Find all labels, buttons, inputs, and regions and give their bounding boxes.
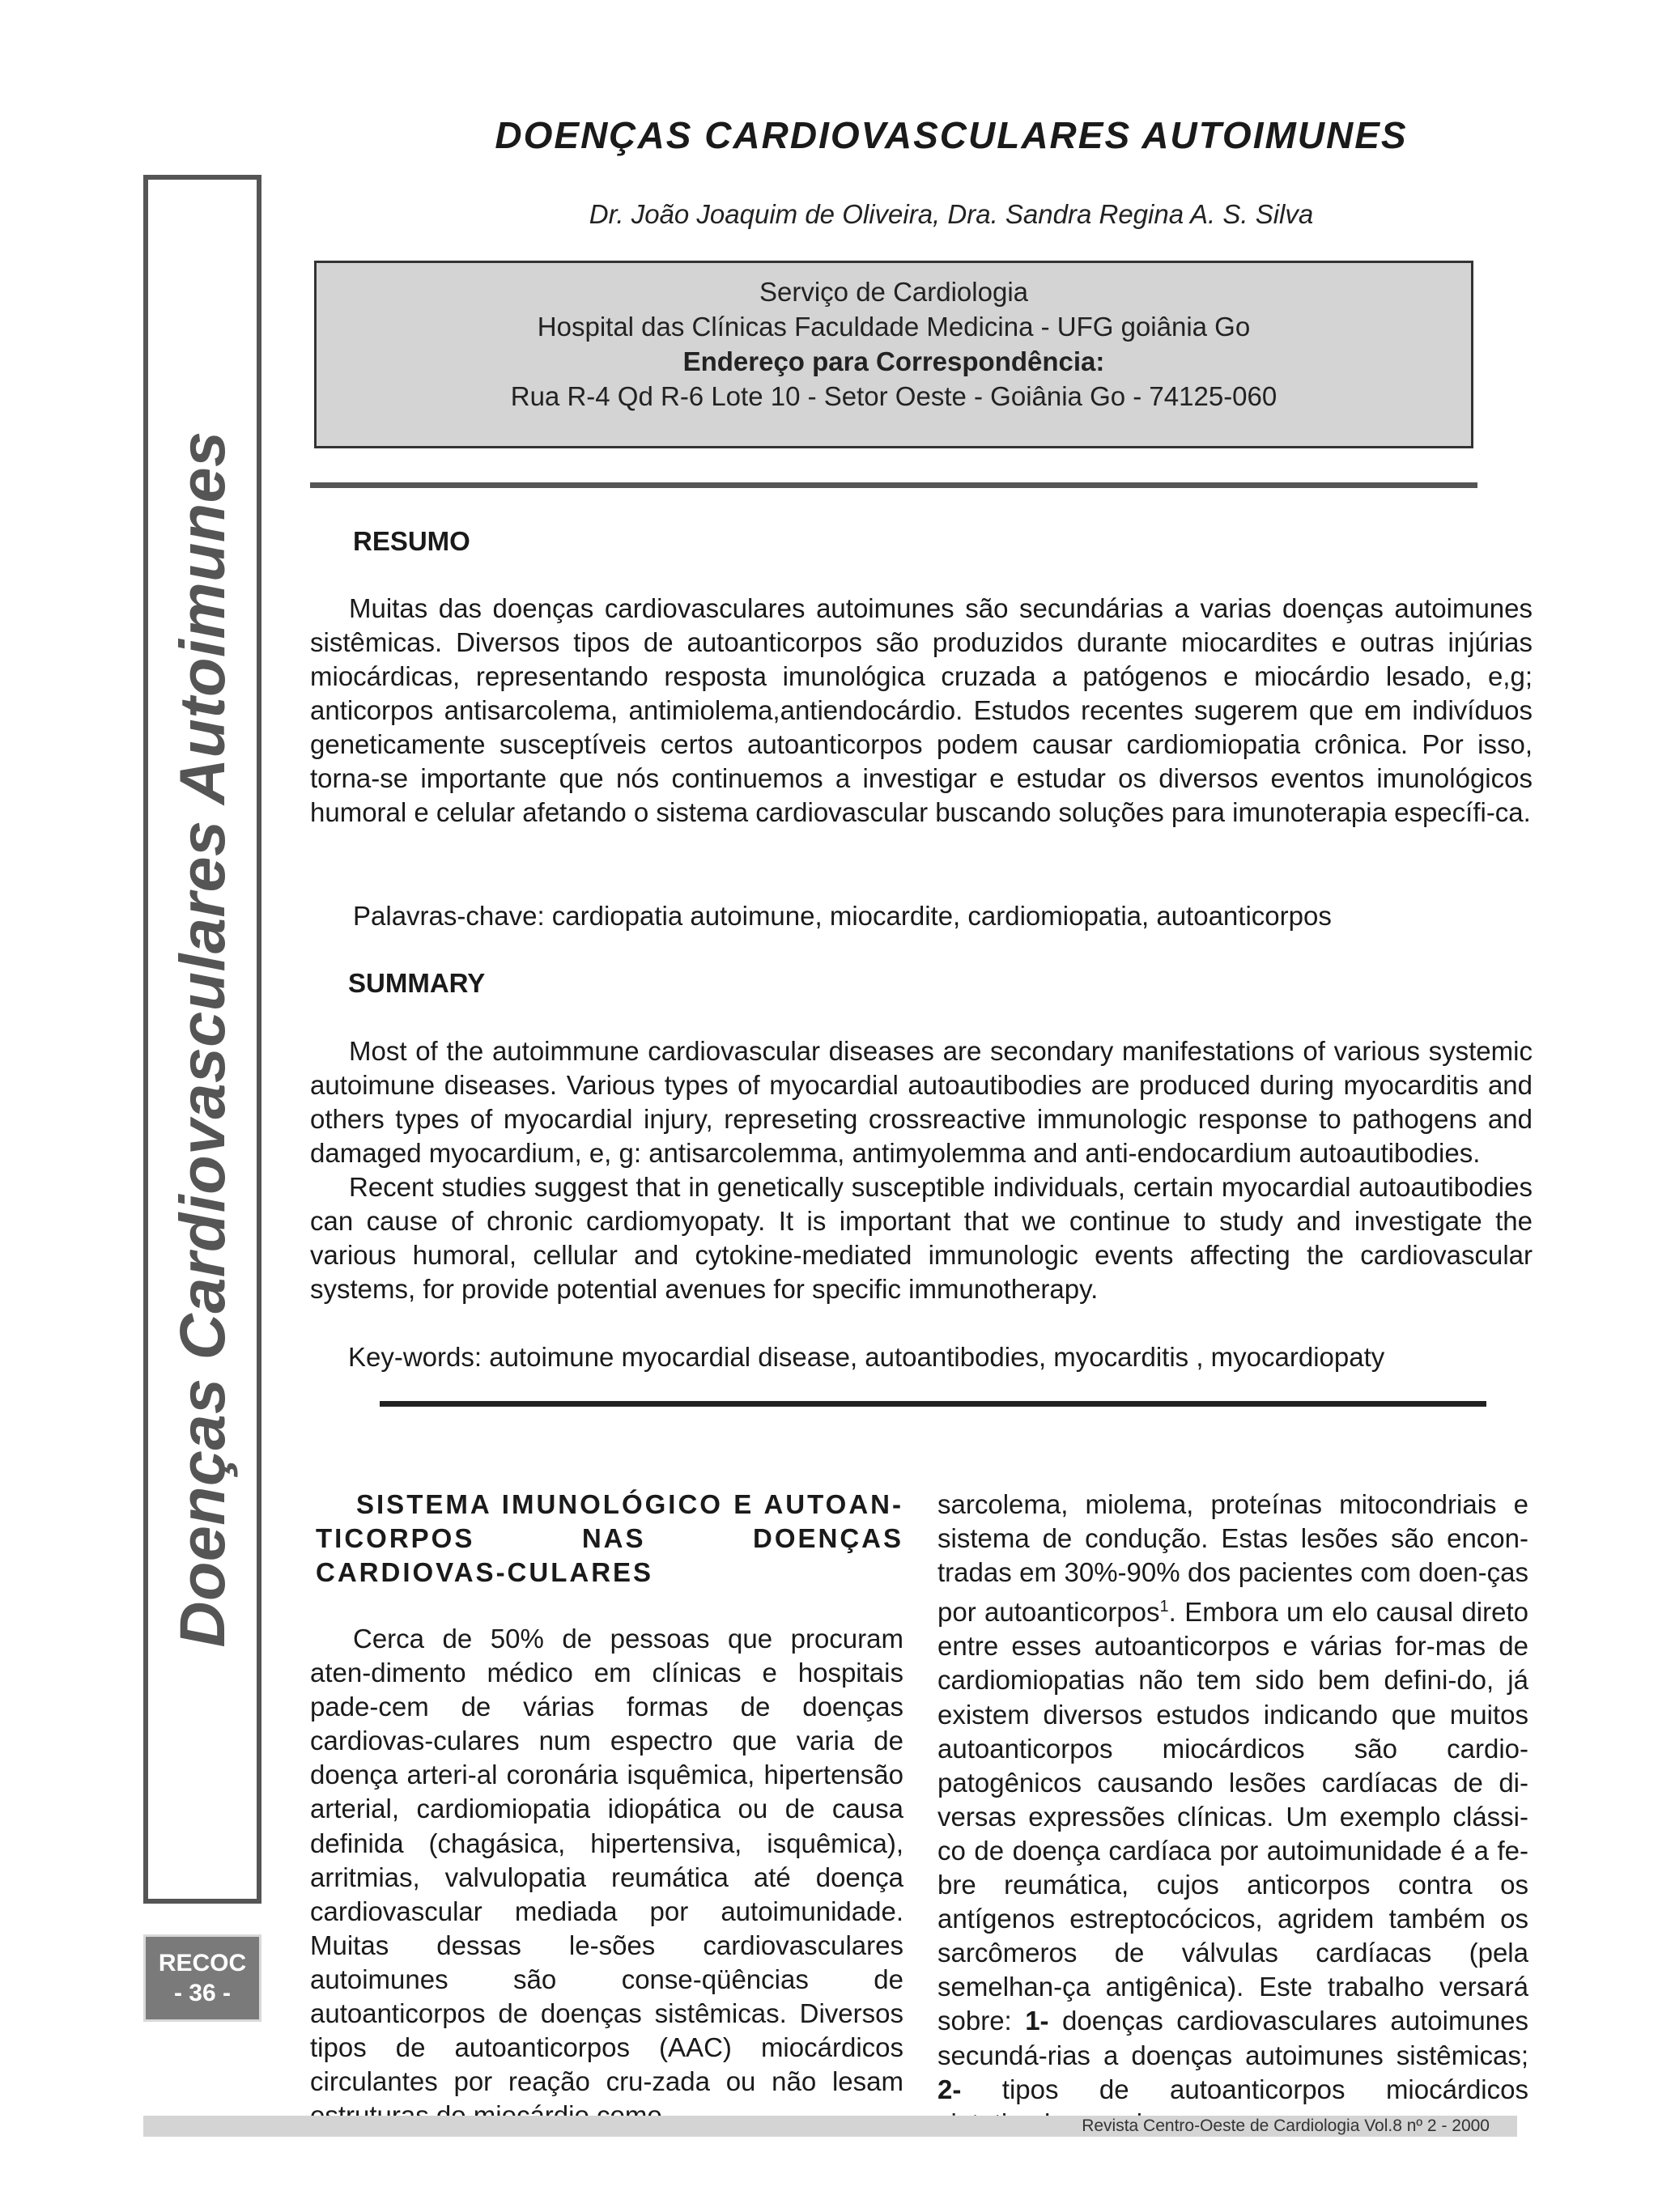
sidebar-frame (143, 175, 261, 1904)
article-title: DOENÇAS CARDIOVASCULARES AUTOIMUNES (495, 114, 1408, 156)
resumo-heading: RESUMO (353, 526, 470, 556)
correspondence-label: Endereço para Correspondência: (682, 346, 1105, 376)
summary-text-1: Most of the autoimmune cardiovascular diseases are secondary manifestations of various systemic autoimune diseases. Various types of myocardial autoautibodies are produced during myocarditis and others types of myocardial injury, represeting crossreactive immunologic response to pathogens and damaged myocardium, e, g: antisarcolemma, antimyolemma and anti-endocardium autoautibodies. (310, 1036, 1533, 1168)
divider-bottom (380, 1401, 1486, 1407)
affiliation-hospital: Hospital das Clínicas Faculdade Medicina - UFG goiânia Go (537, 312, 1251, 342)
column-1-text: Cerca de 50% de pessoas que procuram aten-dimento médico em clínicas e hospitais pade-cem de várias formas de doenças cardiovas-culares num espectro que varia de doença arteri-al coronária isquêmica, hipertensão arterial, cardiomiopatia idiopática ou de causa definida (chagásica, hipertensiva, isquêmica), arritmias, valvulopatia reumática até doença cardiovascular mediada por autoimunidade. Muitas dessas le-sões cardiovasculares autoimunes são conse-qüências de autoanticorpos de doenças sistêmicas. Diversos tipos de autoanticorpos (AAC) miocárdicos circulantes por reação cru-zada ou não lesam (310, 1624, 903, 2097)
journal-abbrev: RECOC (158, 1949, 247, 1976)
column-2-text-c: doenças cardiovasculares autoimunes secundá-rias a doenças autoimunes sistêmicas; (937, 2006, 1528, 2070)
divider-top (310, 482, 1477, 488)
footer-citation: Revista Centro-Oeste de Cardiologia Vol.8 nº 2 - 2000 (1082, 2116, 1490, 2135)
list-marker-2: 2- (937, 2074, 962, 2104)
resumo-text: Muitas das doenças cardiovasculares autoimunes são secundárias a varias doenças autoimunes sistêmicas. Diversos tipos de autoanticorpos são produzidos durante miocardites e outras injúrias miocárdicas, representando resposta imunológica cruzada a patógenos e miocárdio lesado, e,g; anticorpos antisarcolema, antimiolema,antiendocárdio. Estudos recentes sugerem que em indivíduos geneticamente susceptíveis certos autoanticorpos podem causar cardiomiopatia crônica. Por isso, torna-se importante que nós continuemos a investigar e estudar os diversos eventos imunológicos humoral e celular afetando o sistema cardiovascular buscando soluções para imunoterapia específi-ca. (310, 593, 1533, 827)
summary-heading: SUMMARY (348, 968, 486, 998)
column-2-text-a: sarcolema, miolema, proteínas mitocondriais e sistema de condução. Estas lesões são encon-tradas em 30%-90% dos pacientes com doen-ças por autoanticorpos (937, 1489, 1528, 1628)
correspondence-address: Rua R-4 Qd R-6 Lote 10 - Setor Oeste - Goiânia Go - 74125-060 (510, 381, 1278, 411)
affiliation-service: Serviço de Cardiologia (759, 277, 1028, 307)
page-number: - 36 - (173, 1980, 232, 2006)
journal-page-badge (143, 1934, 261, 2022)
sidebar-title: Doenças Cardiovasculares Autoimunes (166, 431, 238, 1648)
summary-text-2: Recent studies suggest that in genetically susceptible individuals, certain myocardial autoautibodies can cause of chronic cardiomyopaty. It is important that we continue to study and investigate the various humoral, cellular and cytokine-mediated immunologic events affecting the cardiovascular systems, for provide potential avenues for specific immunotherapy. (310, 1172, 1533, 1304)
section-heading: SISTEMA IMUNOLÓGICO E AUTOAN-TICORPOS NAS DOENÇAS CARDIOVAS-CULARES (316, 1489, 903, 1587)
affiliation-box (314, 261, 1473, 448)
column-2-text-d: tipos de autoanticorpos miocárdicos (1001, 2074, 1528, 2104)
resumo-keywords: Palavras-chave: cardiopatia autoimune, miocardite, cardiomiopatia, autoanticorpos (353, 901, 1332, 931)
summary-keywords: Key-words: autoimune myocardial disease, autoantibodies, myocarditis , myocardiopaty (348, 1342, 1385, 1372)
column-2-text-b: . Embora um elo causal direto entre esses autoanticorpos e várias for-mas de cardiomiopatias não tem sido bem defini-do, já existem diversos estudos indicando que muitos autoanticorpos miocárdicos são cardio-patogênicos causando lesões cardíacas de di-versas expressões clínicas. Um exemplo clássi-co de doença cardíaca por autoimunidade é a fe-bre reumática, cujos anticorpos contra os antígenos estreptocócicos, agridem também os sarcômeros de válvulas cardíacas (pela semelhan-ça antigênica). Este trabalho versará sobre: (937, 1597, 1528, 2036)
list-marker-1: 1- (1025, 2006, 1049, 2036)
column-2-text (937, 1488, 1528, 2141)
authors: Dr. João Joaquim de Oliveira, Dra. Sandra Regina A. S. Silva (589, 199, 1314, 229)
citation-superscript: 1 (1159, 1598, 1169, 1616)
